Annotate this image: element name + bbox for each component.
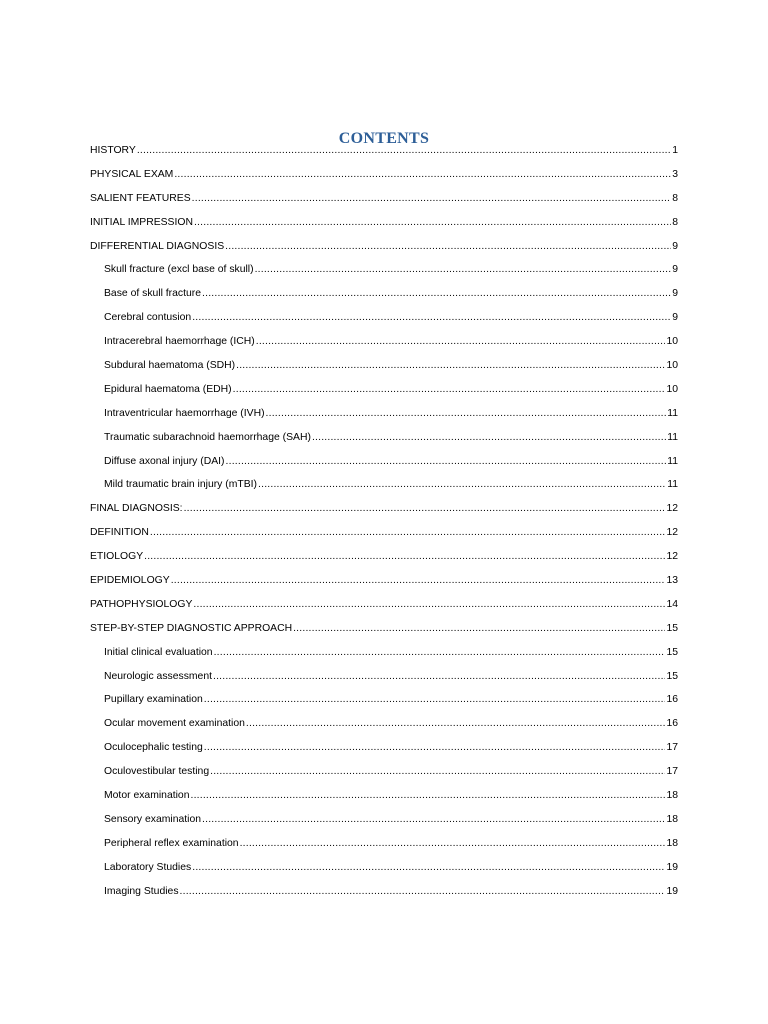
toc-entry[interactable]	[90, 382, 678, 406]
toc-entry-label[interactable]: Sensory examination	[104, 813, 202, 825]
toc-page-number[interactable]: 12	[666, 503, 678, 515]
toc-page-number[interactable]: 9	[672, 288, 678, 300]
toc-dot-leader	[226, 454, 667, 470]
toc-entry-label[interactable]: Oculovestibular testing	[104, 766, 210, 778]
toc-page-number[interactable]: 19	[666, 885, 678, 897]
toc-page-number[interactable]: 9	[672, 312, 678, 324]
toc-entry-label[interactable]: Skull fracture (excl base of skull)	[104, 264, 254, 276]
toc-dot-leader	[193, 597, 665, 613]
toc-entry[interactable]	[90, 501, 678, 525]
toc-dot-leader	[184, 501, 666, 517]
toc-entry[interactable]	[90, 860, 678, 884]
toc-entry[interactable]	[90, 430, 678, 454]
toc-entry[interactable]	[90, 525, 678, 549]
toc-page-number[interactable]: 10	[666, 336, 678, 348]
toc-page-number[interactable]: 1	[672, 145, 678, 156]
toc-entry-label[interactable]: Ocular movement examination	[104, 718, 245, 730]
toc-page-number[interactable]: 11	[667, 455, 678, 467]
toc-entry[interactable]	[90, 549, 678, 573]
toc-dot-leader	[225, 239, 671, 255]
toc-dot-leader	[236, 358, 665, 374]
toc-entry[interactable]	[90, 573, 678, 597]
toc-entry-label[interactable]: DIFFERENTIAL DIAGNOSIS	[90, 240, 225, 252]
toc-entry[interactable]	[90, 812, 678, 836]
toc-page-number[interactable]: 15	[666, 622, 678, 634]
toc-dot-leader	[190, 788, 665, 804]
toc-entry-label[interactable]: Peripheral reflex examination	[104, 837, 239, 849]
toc-dot-leader	[150, 525, 666, 541]
toc-page-number[interactable]: 17	[666, 766, 678, 778]
toc-page-number[interactable]: 13	[666, 575, 678, 587]
toc-dot-leader	[174, 167, 671, 183]
toc-page-number[interactable]: 11	[667, 407, 678, 419]
toc-entry-label[interactable]: Pupillary examination	[104, 694, 203, 706]
toc-page-number[interactable]: 8	[672, 216, 678, 228]
toc-dot-leader	[192, 191, 671, 207]
toc-entry-label[interactable]: Oculocephalic testing	[104, 742, 203, 754]
toc-entry[interactable]	[90, 788, 678, 812]
toc-entry[interactable]	[90, 692, 678, 716]
toc-page-number[interactable]: 19	[666, 861, 678, 873]
toc-entry[interactable]	[90, 334, 678, 358]
toc-page-number[interactable]: 9	[672, 240, 678, 252]
toc-dot-leader	[204, 740, 666, 756]
toc-entry[interactable]	[90, 406, 678, 430]
toc-page-number[interactable]: 9	[672, 264, 678, 276]
toc-entry[interactable]	[90, 191, 678, 215]
toc-entry-label[interactable]: HISTORY	[90, 145, 136, 156]
toc-entry-label[interactable]: Diffuse axonal injury (DAI)	[104, 455, 225, 467]
toc-entry-label[interactable]: FINAL DIAGNOSIS:	[90, 503, 183, 515]
toc-entry-label[interactable]: SALIENT FEATURES	[90, 192, 191, 204]
toc-entry[interactable]	[90, 597, 678, 621]
toc-entry[interactable]	[90, 645, 678, 669]
toc-page-number[interactable]: 3	[672, 168, 678, 180]
toc-entry-label[interactable]: PATHOPHYSIOLOGY	[90, 598, 193, 610]
toc-dot-leader	[144, 549, 665, 565]
toc-dot-leader	[293, 621, 665, 637]
toc-entry[interactable]	[90, 358, 678, 382]
toc-page-number[interactable]: 11	[667, 431, 678, 443]
toc-dot-leader	[194, 215, 671, 231]
toc-dot-leader	[171, 573, 666, 589]
toc-entry[interactable]	[90, 310, 678, 334]
page-title: CONTENTS	[338, 129, 430, 147]
toc-entry[interactable]	[90, 143, 678, 167]
toc-entry-label[interactable]: Intracerebral haemorrhage (ICH)	[104, 336, 255, 348]
toc-entry[interactable]	[90, 740, 678, 764]
toc-entry-label[interactable]: Base of skull fracture	[104, 288, 202, 300]
toc-entry-label[interactable]: Motor examination	[104, 790, 190, 802]
toc-entry-label[interactable]: Subdural haematoma (SDH)	[104, 360, 236, 372]
toc-entry[interactable]	[90, 286, 678, 310]
toc-entry-label[interactable]: Epidural haematoma (EDH)	[104, 383, 232, 395]
toc-page-number[interactable]: 11	[667, 479, 678, 491]
toc-entry-label[interactable]: Neurologic assessment	[104, 670, 212, 682]
toc-dot-leader	[255, 262, 671, 278]
toc-page-number[interactable]: 10	[666, 383, 678, 395]
toc-page-number[interactable]: 12	[666, 551, 678, 563]
toc-entry-label[interactable]: ETIOLOGY	[90, 551, 144, 563]
toc-entry[interactable]	[90, 239, 678, 263]
toc-dot-leader	[210, 764, 665, 780]
toc-dot-leader	[266, 406, 667, 422]
toc-dot-leader	[246, 716, 666, 732]
toc-entry-label[interactable]: PHYSICAL EXAM	[90, 168, 174, 180]
toc-dot-leader	[258, 477, 666, 493]
toc-entry-label[interactable]: Intraventricular haemorrhage (IVH)	[104, 407, 265, 419]
toc-dot-leader	[312, 430, 666, 446]
toc-page-number[interactable]: 18	[666, 837, 678, 849]
toc-entry-label[interactable]: Initial clinical evaluation	[104, 646, 213, 658]
toc-entry[interactable]	[90, 477, 678, 501]
toc-entry-label[interactable]: Traumatic subarachnoid haemorrhage (SAH)	[104, 431, 311, 443]
toc-page-number[interactable]: 8	[672, 192, 678, 204]
toc-entry-label[interactable]: EPIDEMIOLOGY	[90, 575, 170, 587]
toc-page-number[interactable]: 10	[666, 360, 678, 372]
toc-dot-leader	[202, 286, 671, 302]
toc-page-number[interactable]: 17	[666, 742, 678, 754]
toc-dot-leader	[180, 884, 666, 900]
toc-dot-leader	[137, 143, 671, 159]
toc-entry[interactable]	[90, 716, 678, 740]
toc-entry[interactable]	[90, 764, 678, 788]
toc-page-number[interactable]: 12	[666, 527, 678, 539]
toc-entry-label[interactable]: Imaging Studies	[104, 885, 179, 897]
toc-dot-leader	[213, 669, 665, 685]
toc-dot-leader	[214, 645, 666, 661]
toc-entry[interactable]	[90, 262, 678, 286]
toc-entry[interactable]	[90, 884, 678, 908]
toc-page-number[interactable]: 18	[666, 813, 678, 825]
toc-dot-leader	[192, 860, 665, 876]
toc-page-number[interactable]: 16	[666, 718, 678, 730]
toc-entry-label[interactable]: STEP-BY-STEP DIAGNOSTIC APPROACH	[90, 622, 293, 634]
toc-entry-label[interactable]: Mild traumatic brain injury (mTBI)	[104, 479, 258, 491]
toc-entry[interactable]	[90, 836, 678, 860]
toc-entry-label[interactable]: DEFINITION	[90, 527, 149, 539]
toc-entry[interactable]	[90, 454, 678, 478]
toc-dot-leader	[233, 382, 666, 398]
toc-dot-leader	[256, 334, 666, 350]
toc-page-number[interactable]: 15	[666, 670, 678, 682]
toc-page-number[interactable]: 18	[666, 790, 678, 802]
toc-entry-label[interactable]: Cerebral contusion	[104, 312, 192, 324]
toc-entry[interactable]	[90, 167, 678, 191]
toc-entry-label[interactable]: Laboratory Studies	[104, 861, 192, 873]
toc-entry[interactable]	[90, 669, 678, 693]
toc-dot-leader	[240, 836, 666, 852]
toc-entry[interactable]	[90, 621, 678, 645]
toc-page-number[interactable]: 14	[666, 598, 678, 610]
table-of-contents	[90, 143, 678, 908]
toc-entry-label[interactable]: INITIAL IMPRESSION	[90, 216, 193, 228]
toc-page-number[interactable]: 16	[666, 694, 678, 706]
toc-dot-leader	[192, 310, 671, 326]
toc-dot-leader	[204, 692, 666, 708]
toc-page-number[interactable]: 15	[666, 646, 678, 658]
toc-dot-leader	[202, 812, 665, 828]
toc-entry[interactable]	[90, 215, 678, 239]
